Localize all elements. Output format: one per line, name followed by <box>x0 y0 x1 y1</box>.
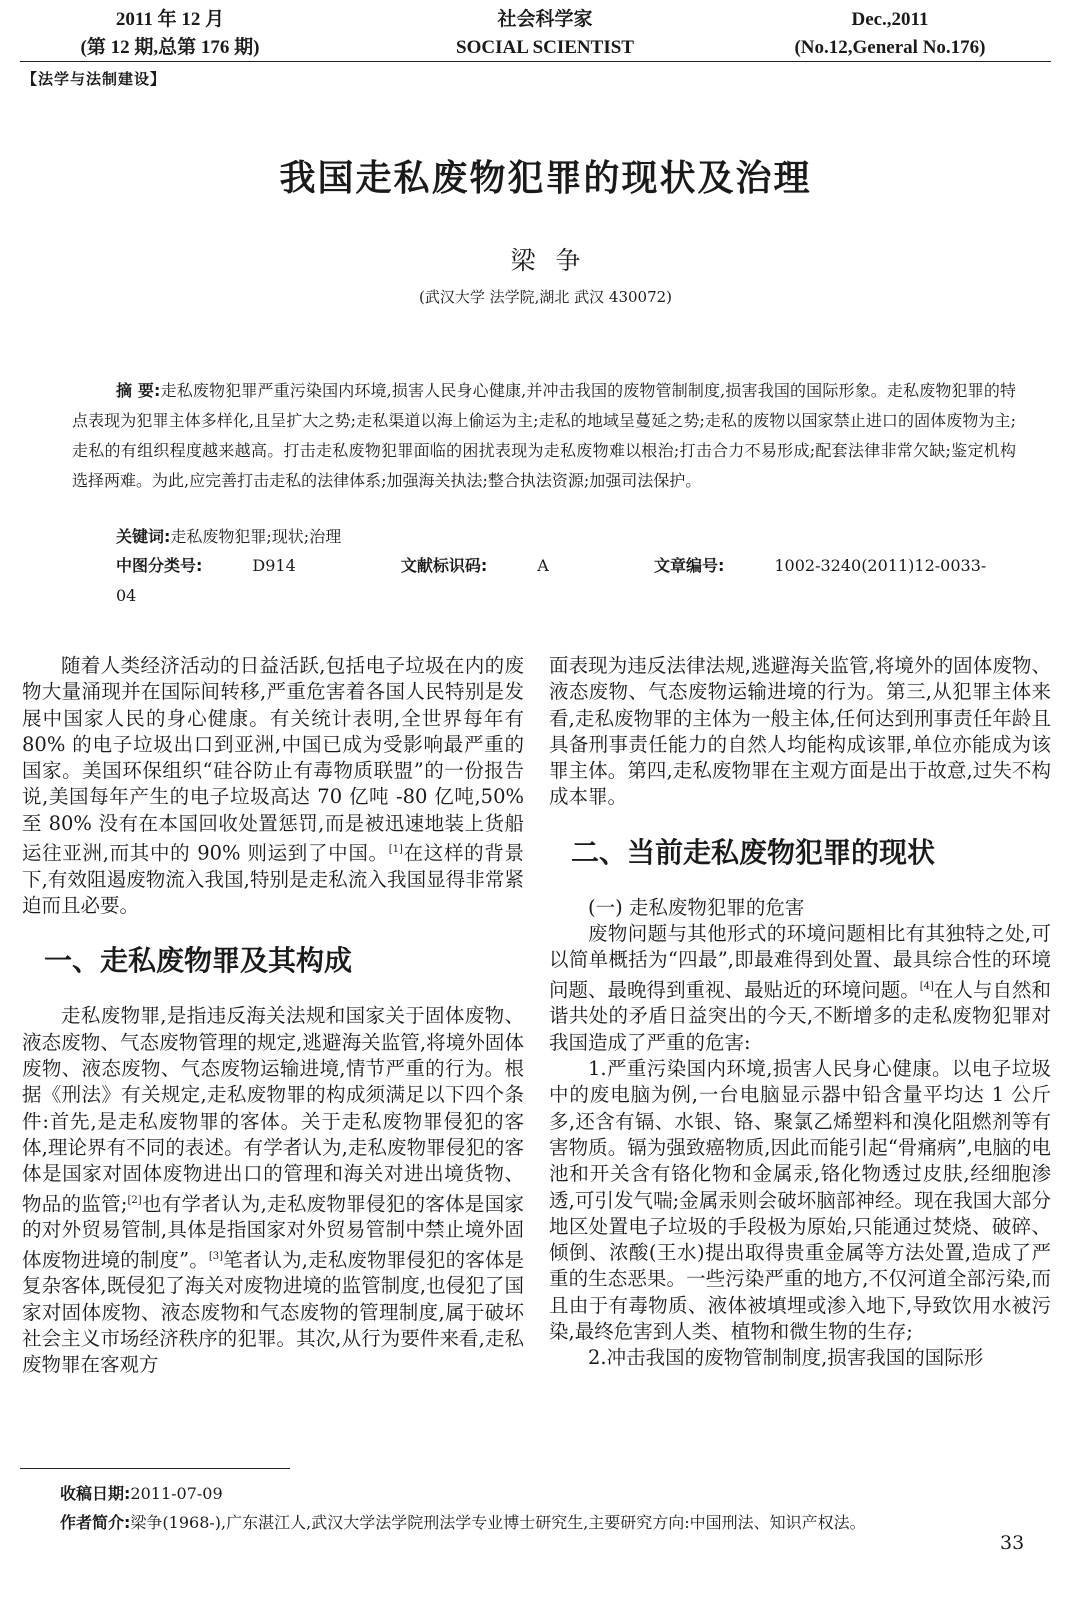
journal-name-cn: 社会科学家 <box>497 9 593 30</box>
page-number: 33 <box>1000 1532 1025 1554</box>
header-date-en: Dec.,2011 <box>851 9 929 30</box>
author-bio-label: 作者简介: <box>60 1513 131 1532</box>
citation-ref: [4] <box>919 980 934 992</box>
body-paragraph: 1.严重污染国内环境,损害人民身心健康。以电子垃圾中的废电脑为例,一台电脑显示器中铅含量平均达 1 公斤多,还含有镉、水银、铬、聚氯乙烯塑料和溴化阻燃剂等有害物质。镉为强致癌物质,因此而能引起“骨痛病”,电脑的电池和开关含有铬化物和金属汞,铬化物透过皮肤,经细胞渗透,可引发气喘;金属汞则会破坏脑部神经。现在我国大部分地区处置电子垃圾的手段极为原始,只能通过焚烧、破碎、倾倒、浓酸(王水)提出取得贵重金属等方法处置,造成了严重的生态恶果。一些污染严重的地方,不仅河道全部污染,而且由于有毒物质、液体被填埋或渗入地下,导致饮用水被污染,最终危害到人类、植物和微生物的生存; <box>549 1057 1051 1344</box>
keywords-label: 关键词: <box>116 527 171 546</box>
section-heading: 二、当前走私废物犯罪的现状 <box>571 835 936 869</box>
document-code <box>401 556 599 575</box>
doc-code-label: 文献标识码: <box>400 556 488 575</box>
doc-code-value: A <box>537 556 549 575</box>
citation-ref: [1] <box>388 844 403 856</box>
abstract-label: 摘 要: <box>116 381 161 400</box>
journal-name-en: SOCIAL SCIENTIST <box>456 37 634 58</box>
body-column-left <box>22 653 524 1379</box>
header-date: 2011 年 12 月 <box>115 9 225 30</box>
author-bio <box>60 1511 866 1535</box>
clc-label: 中图分类号: <box>116 556 203 575</box>
citation-ref: [3] <box>208 1250 224 1262</box>
article-title: 我国走私废物犯罪的现状及治理 <box>279 157 812 199</box>
body-paragraph: 2.冲击我国的废物管制制度,损害我国的国际形 <box>588 1346 984 1370</box>
header-date-issue-en <box>760 6 1020 62</box>
citation-ref: [2] <box>127 1194 142 1206</box>
received-value: 2011-07-09 <box>130 1484 223 1503</box>
author-bio-text: 梁争(1968-),广东湛江人,武汉大学法学院刑法学专业博士研究生,主要研究方向:中国刑法、知识产权法。 <box>130 1513 866 1532</box>
received-label: 收稿日期: <box>60 1484 131 1503</box>
body-paragraph: 废物问题与其他形式的环境问题相比有其独特之处,可以简单概括为“四最”,即最难得到处置、最具综合性的环境问题、最晚得到重视、最贴近的环境问题。[4]在人与自然和谐共处的矛盾日益突出的今天,不断增多的走私废物犯罪对我国造成了严重的危害: <box>549 922 1051 1054</box>
keywords <box>116 522 341 552</box>
article-no-value: 1002-3240(2011)12-0033-04 <box>116 556 987 605</box>
article-author: 梁争 <box>510 246 601 275</box>
abstract <box>72 376 1016 496</box>
subsection-heading: (一) 走私废物犯罪的危害 <box>588 895 805 919</box>
header-issue: (第 12 期,总第 176 期) <box>80 37 260 58</box>
abstract-text: 走私废物犯罪严重污染国内环境,损害人民身心健康,并冲击我国的废物管制制度,损害我国的国际形象。走私废物犯罪的特点表现为犯罪主体多样化,且呈扩大之势;走私渠道以海上偷运为主;走私的地域呈蔓延之势;走私的废物以国家禁止进口的固体废物为主;走私的有组织程度越来越高。打击走私废物犯罪面临的困扰表现为走私废物难以根治;打击合力不易形成;配套法律非常欠缺;鉴定机构选择两难。为此,应完善打击走私的法律体系;加强海关执法;整合执法资源;加强司法保护。 <box>72 381 1016 490</box>
journal-header <box>20 6 1051 62</box>
author-affiliation: (武汉大学 法学院,湖北 武汉 430072) <box>418 288 673 306</box>
section-tag: 【法学与法制建设】 <box>22 70 167 88</box>
clc-code <box>116 556 346 575</box>
received-date <box>60 1482 223 1506</box>
clc-value: D914 <box>252 556 296 575</box>
body-paragraph: 面表现为违反法律法规,逃避海关监管,将境外的固体废物、液态废物、气态废物运输进境的行为。第三,从犯罪主体来看,走私废物罪的主体为一般主体,任何达到刑事责任年龄且具备刑事责任能力的自然人均能构成该罪,单位亦能成为该罪主体。第四,走私废物罪在主观方面是出于故意,过失不构成本罪。 <box>549 654 1051 809</box>
body-paragraph: 随着人类经济活动的日益活跃,包括电子垃圾在内的废物大量涌现并在国际间转移,严重危害着各国人民特别是发展中国家人民的身心健康。有关统计表明,全世界每年有 80% 的电子垃圾出口到亚洲,中国已成为受影响最严重的国家。美国环保组织“硅谷防止有毒物质联盟”的一份报告说,美国每年产生的电子垃圾高达 70 亿吨 -80 亿吨,50% 至 80% 没有在本国回收处置惩罚,而是被迅速地装上货船运往亚洲,而其中的 90% 则运到了中国。[1]在这样的背景下,有效阻遏废物流入我国,特别是走私流入我国显得非常紧迫而且必要。 <box>22 654 524 918</box>
keywords-value: 走私废物犯罪;现状;治理 <box>170 527 342 546</box>
header-journal-name <box>425 6 665 62</box>
header-issue-en: (No.12,General No.176) <box>794 37 986 58</box>
classification-line <box>116 551 1016 611</box>
header-date-issue <box>50 6 290 62</box>
footnote-divider <box>20 1468 290 1469</box>
section-heading: 一、走私废物罪及其构成 <box>44 944 353 978</box>
article-no-label: 文章编号: <box>653 556 725 575</box>
body-paragraph: 走私废物罪,是指违反海关法规和国家关于固体废物、液态废物、气态废物管理的规定,逃避海关监管,将境外固体废物、液态废物、气态废物运输进境,情节严重的行为。根据《刑法》有关规定,走私废物罪的构成须满足以下四个条件:首先,是走私废物罪的客体。关于走私废物罪侵犯的客体,理论界有不同的表述。有学者认为,走私废物罪侵犯的客体是国家对固体废物进出口的管理和海关对进出境货物、物品的监管;[2]也有学者认为,走私废物罪侵犯的客体是国家的对外贸易管制,具体是指国家对外贸易管制中禁止境外固体废物进境的制度”。[3]笔者认为,走私废物罪侵犯的客体是复杂客体,既侵犯了海关对废物进境的监管制度,也侵犯了国家对固体废物、液态废物和气态废物的管理制度,属于破坏社会主义市场经济秩序的犯罪。其次,从行为要件来看,走私废物罪在客观方 <box>22 1004 524 1377</box>
body-column-right <box>549 653 1051 1372</box>
